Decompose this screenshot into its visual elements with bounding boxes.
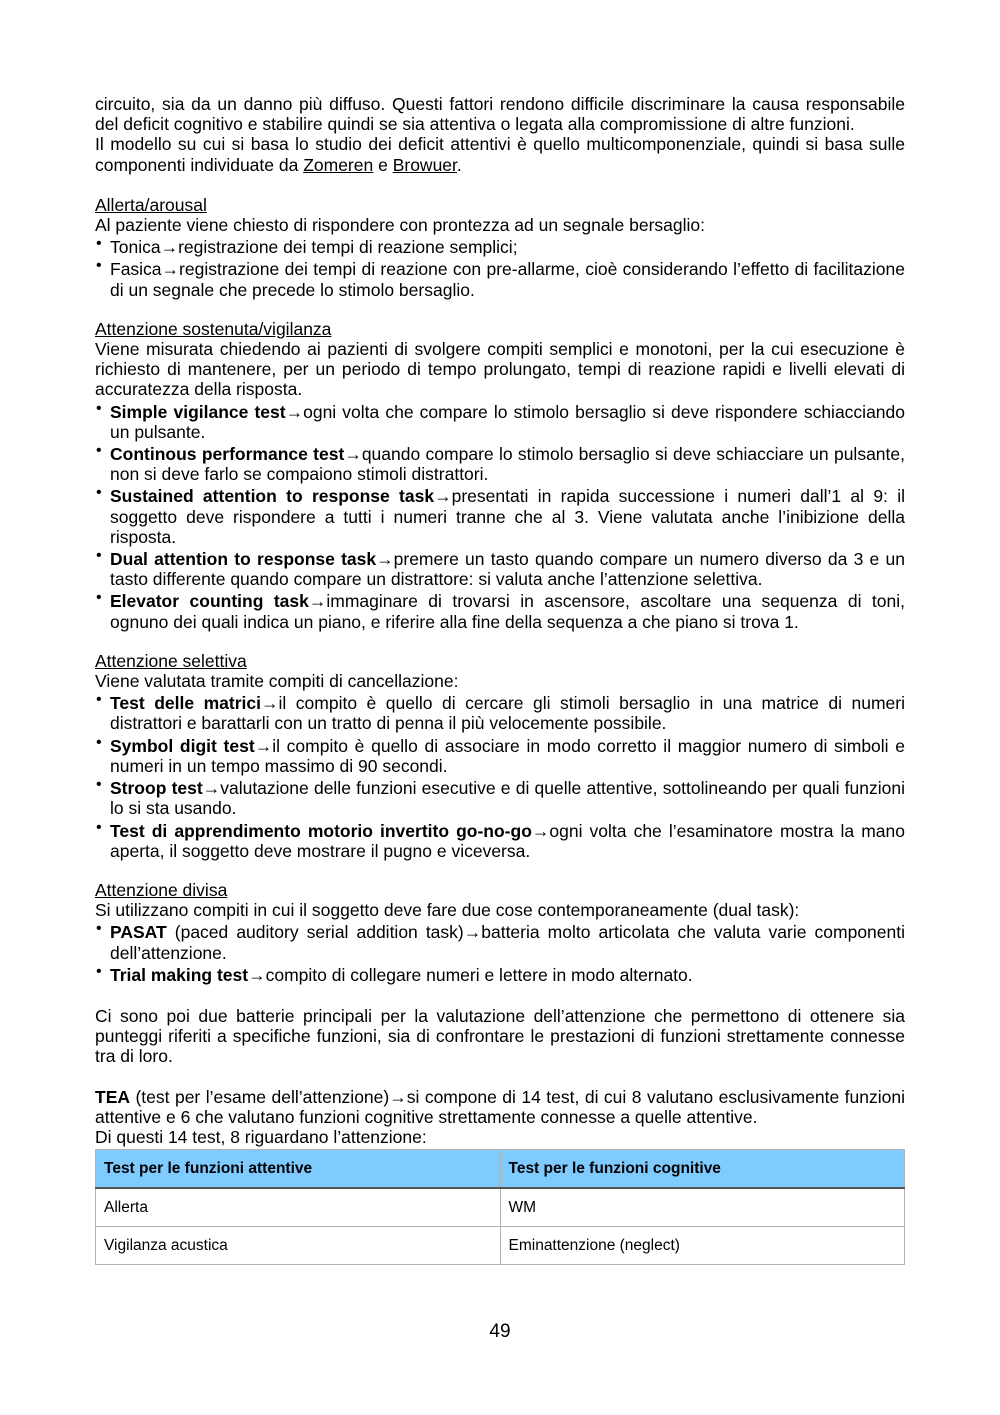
tea-subline: Di questi 14 test, 8 riguardano l’attenzione: xyxy=(95,1126,427,1147)
item-text: →il compito è quello di associare in modo corretto il maggior numero di simboli e numeri in un tempo massimo di 90 secondi. xyxy=(110,735,906,776)
sostenuta-intro: Viene misurata chiedendo ai pazienti di svolgere compiti semplici e monotoni, per la cui esecuzione è richiesto di mantenere, per un periodo di tempo prolungato, tempi di reazione rapidi e livelli elevati di accuratezza della risposta. xyxy=(95,339,905,400)
item-text: →immaginare di trovarsi in ascensore, ascoltare una sequenza di toni, ognuno dei quali indica un piano, e riferire alla fine della sequenza a che piano si trova 1. xyxy=(110,591,905,632)
item-text: →registrazione dei tempi di reazione con pre-allarme, cioè considerando l’effetto di facilitazione di un segnale che precede lo stimolo bersaglio. xyxy=(110,259,905,300)
heading-sostenuta: Attenzione sostenuta/vigilanza xyxy=(95,318,332,339)
batterie-paragraph: Ci sono poi due batterie principali per la valutazione dell’attenzione che permettono di ottenere sia punteggi riferiti a specifiche funzioni, sia di confrontare le prestazioni di funzioni strettamente connesse tra di loro. xyxy=(95,1005,905,1067)
table-cell: Vigilanza acustica xyxy=(96,1227,501,1265)
item-text: →presentati in rapida successione i numeri dall’1 al 9: il soggetto deve rispondere a tutti i numeri tranne che al 3. Viene valutata anche l’inibizione della risposta. xyxy=(110,486,905,547)
tea-term: TEA xyxy=(95,1086,130,1107)
item-term: Stroop test xyxy=(110,778,203,799)
item-text: →valutazione delle funzioni esecutive e di quelle attentive, sottolineando per quali funzioni lo si sta usando. xyxy=(110,778,905,819)
table-cell: Eminattenzione (neglect) xyxy=(500,1227,905,1265)
item-term: Tonica xyxy=(110,237,161,258)
item-term: Elevator counting task xyxy=(110,591,309,612)
selettiva-list xyxy=(95,693,905,861)
list-item xyxy=(95,821,905,861)
item-text: →il compito è quello di cercare gli stimoli bersaglio in una matrice di numeri distrattori e barattarli con un tratto di penna il più velocemente possibile. xyxy=(110,693,905,734)
item-text: (paced auditory serial addition task)→batteria molto articolata che valuta varie componenti dell’attenzione. xyxy=(110,922,905,963)
heading-allerta: Allerta/arousal xyxy=(95,194,207,215)
list-item xyxy=(95,591,905,631)
divisa-list xyxy=(95,922,905,985)
item-term: Trial making test xyxy=(110,964,249,985)
model-join: e xyxy=(373,154,393,175)
tea-table xyxy=(95,1149,905,1265)
table-header-row xyxy=(96,1150,905,1189)
table-cell: WM xyxy=(500,1188,905,1227)
item-text: →compito di collegare numeri e lettere in modo alternato. xyxy=(248,964,693,985)
item-term: Simple vigilance test xyxy=(110,401,286,422)
list-item xyxy=(95,259,905,299)
allerta-list xyxy=(95,237,905,300)
list-item xyxy=(95,444,905,484)
table-row xyxy=(96,1188,905,1227)
list-item xyxy=(95,922,905,962)
item-text: →registrazione dei tempi di reazione semplici; xyxy=(160,237,518,258)
list-item xyxy=(95,965,905,985)
item-term: Test di apprendimento motorio invertito go-no-go xyxy=(110,820,532,841)
sostenuta-list xyxy=(95,402,905,632)
document-page xyxy=(95,94,905,1265)
item-term: PASAT xyxy=(110,922,167,943)
model-text: Il modello su cui si basa lo studio dei deficit attentivi è quello multicomponenziale, quindi si basa sulle componenti individuate da xyxy=(95,134,905,175)
model-paragraph xyxy=(95,134,905,174)
page-number: 49 xyxy=(489,1321,511,1342)
list-item xyxy=(95,778,905,818)
link-zomeren[interactable]: Zomeren xyxy=(303,154,374,175)
table-header-cell: Test per le funzioni attentive xyxy=(96,1150,501,1189)
model-end: . xyxy=(456,154,462,175)
item-term: Dual attention to response task xyxy=(110,549,377,570)
list-item xyxy=(95,693,905,733)
table-row xyxy=(96,1227,905,1265)
tea-paragraph xyxy=(95,1087,905,1127)
list-item xyxy=(95,402,905,442)
list-item xyxy=(95,237,905,257)
item-term: Continous performance test xyxy=(110,444,345,465)
tea-text: (test per l’esame dell’attenzione)→si compone di 14 test, di cui 8 valutano esclusivamente funzioni attentive e 6 che valutano funzioni cognitive strettamente connesse a quelle attentive. xyxy=(95,1086,905,1127)
divisa-intro: Si utilizzano compiti in cui il soggetto deve fare due cose contemporaneamente (dual task): xyxy=(95,900,800,921)
heading-selettiva: Attenzione selettiva xyxy=(95,650,247,671)
item-term: Test delle matrici xyxy=(110,693,261,714)
list-item xyxy=(95,549,905,589)
list-item xyxy=(95,486,905,547)
table-header-cell: Test per le funzioni cognitive xyxy=(500,1150,905,1189)
item-text: →premere un tasto quando compare un numero diverso da 3 e un tasto differente quando compare un distrattore: si valuta anche l’attenzione selettiva. xyxy=(110,549,905,590)
item-text: →quando compare lo stimolo bersaglio si deve schiacciare un pulsante, non si deve farlo se compaiono stimoli distrattori. xyxy=(110,444,905,485)
heading-divisa: Attenzione divisa xyxy=(95,879,228,900)
intro-paragraph: circuito, sia da un danno più diffuso. Questi fattori rendono difficile discriminare la causa responsabile del deficit cognitivo e stabilire quindi se sia attentiva o legata alla compromissione di altre funzioni. xyxy=(95,94,905,135)
allerta-intro: Al paziente viene chiesto di rispondere con prontezza ad un segnale bersaglio: xyxy=(95,215,705,236)
selettiva-intro: Viene valutata tramite compiti di cancellazione: xyxy=(95,671,459,692)
list-item xyxy=(95,736,905,776)
link-browuer[interactable]: Browuer xyxy=(392,154,457,175)
item-term: Symbol digit test xyxy=(110,735,255,756)
item-text: →ogni volta che compare lo stimolo bersaglio si deve rispondere schiacciando un pulsante. xyxy=(110,401,905,442)
item-term: Fasica xyxy=(110,259,162,280)
item-term: Sustained attention to response task xyxy=(110,486,435,507)
item-text: →ogni volta che l’esaminatore mostra la mano aperta, il soggetto deve mostrare il pugno e viceversa. xyxy=(110,820,905,861)
table-cell: Allerta xyxy=(96,1188,501,1227)
